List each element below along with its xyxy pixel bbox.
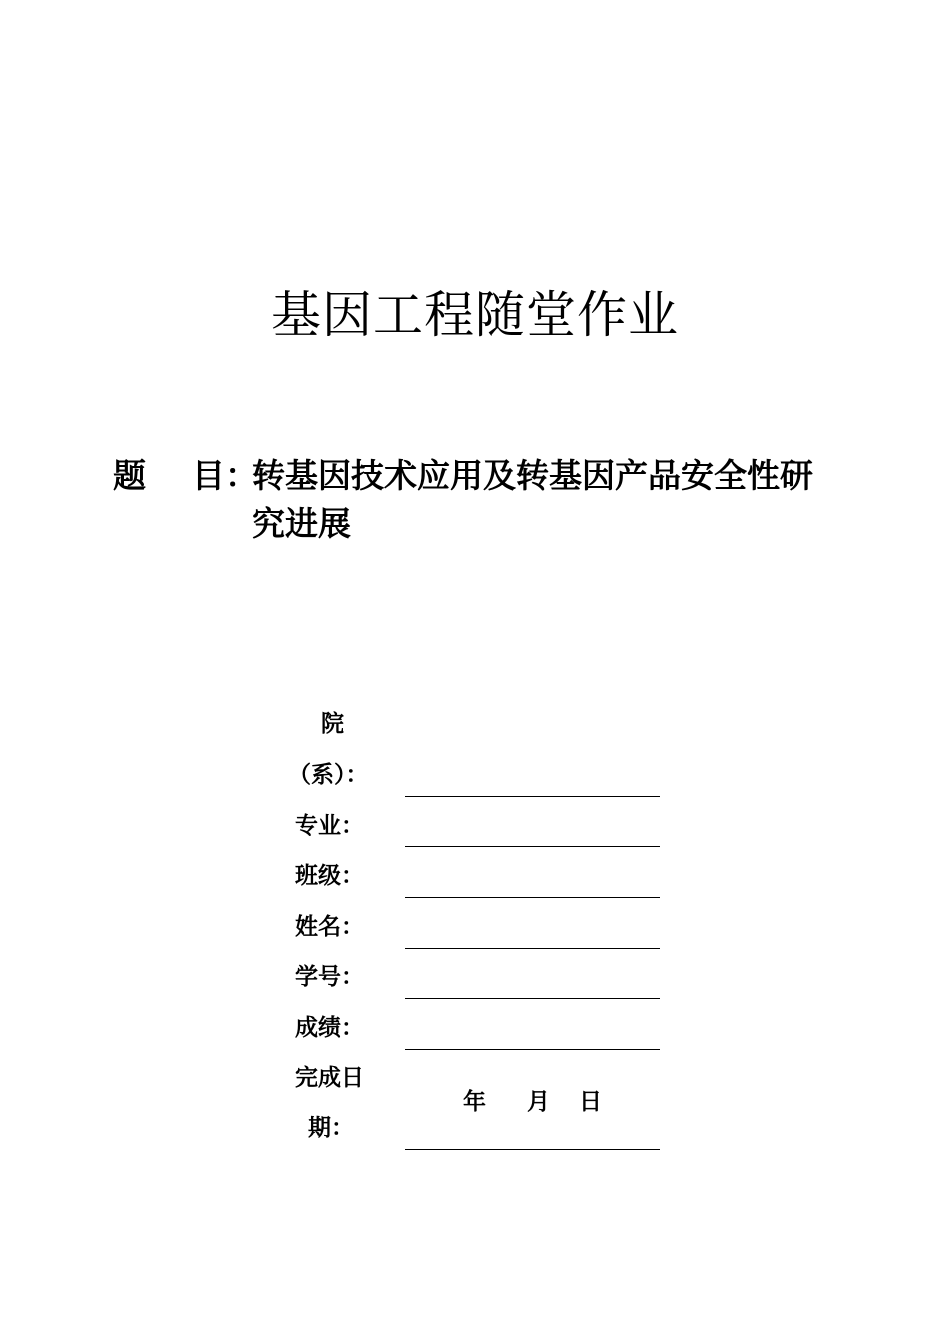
department-input-line[interactable]: [405, 796, 660, 797]
topic-line-1: 转基因技术应用及转基因产品安全性研: [252, 456, 813, 495]
date-month-label: 月: [527, 1089, 550, 1115]
class-input-line[interactable]: [405, 897, 660, 898]
completion-date-label-line-2: 期：: [308, 1115, 354, 1141]
department-label-line-2: （系）：: [288, 762, 369, 788]
name-input-line[interactable]: [405, 948, 660, 949]
topic-label: 题 目：: [113, 456, 258, 495]
class-label: 班级：: [295, 863, 364, 889]
student-id-label: 学号：: [295, 964, 364, 990]
student-id-input-line[interactable]: [405, 998, 660, 999]
document-title: 基因工程随堂作业: [271, 286, 679, 344]
name-label: 姓名：: [295, 914, 364, 940]
grade-input-line[interactable]: [405, 1049, 660, 1050]
major-label: 专业：: [295, 813, 364, 839]
completion-date-input-line[interactable]: [405, 1149, 660, 1150]
major-input-line[interactable]: [405, 846, 660, 847]
topic-text: [252, 452, 872, 548]
grade-label: 成绩：: [295, 1015, 364, 1041]
completion-date-label-line-1: 完成日: [295, 1065, 364, 1091]
date-day-label: 日: [579, 1089, 602, 1115]
date-year-label: 年: [463, 1089, 486, 1115]
department-label-line-1: 院: [321, 711, 344, 737]
topic-line-2: 究进展: [252, 504, 351, 543]
